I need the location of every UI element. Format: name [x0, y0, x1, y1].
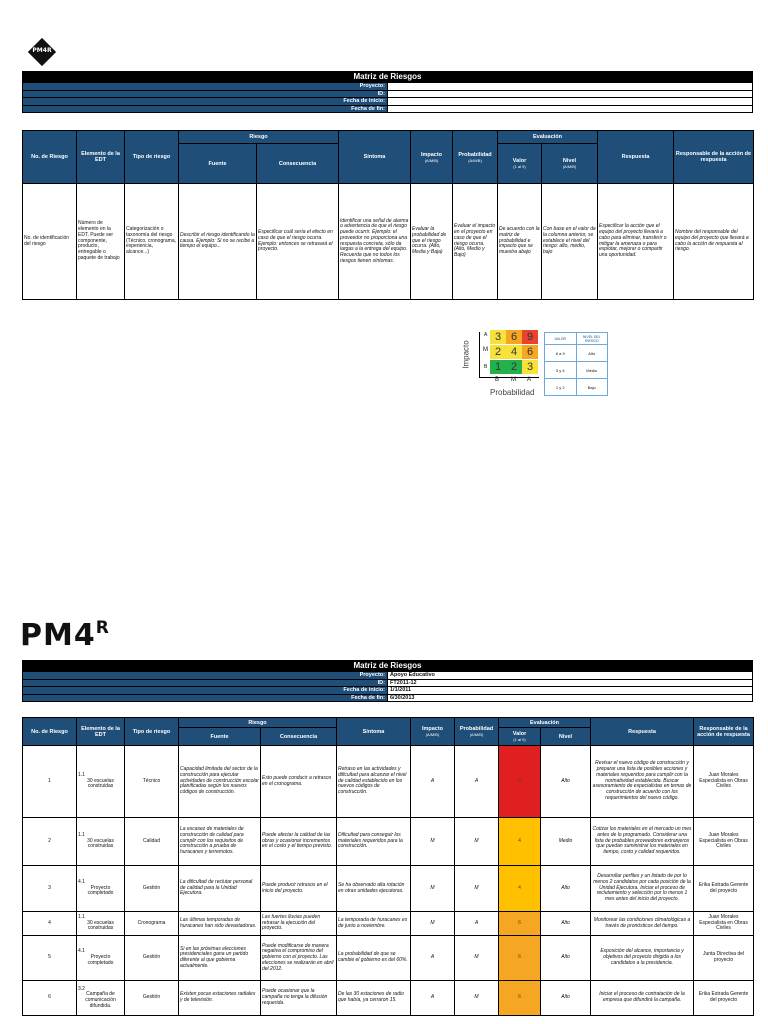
cell-tipo: Técnico — [125, 746, 179, 818]
cell-elemento — [77, 746, 125, 818]
cell-elemento-num: 1.1 — [78, 913, 85, 920]
header-riesgo: Riesgo — [179, 718, 337, 728]
field-value[interactable] — [388, 90, 753, 98]
matrix-x-label: A — [527, 377, 532, 383]
cell-nivel: Alto — [541, 981, 591, 1016]
matrix-y-label: B — [484, 364, 488, 370]
cell-no: 1 — [23, 746, 77, 818]
table-row — [23, 866, 754, 912]
header-nivel: Nivel (A/M/B) — [542, 144, 598, 184]
header-impacto: Impacto (A/M/B) — [411, 131, 453, 184]
header-no: No. de Riesgo — [23, 718, 77, 746]
cell-tipo: Cronograma — [125, 912, 179, 936]
matrix-y-title: Impacto — [461, 340, 471, 369]
pm4r-logo-small: PM4R — [28, 38, 56, 66]
table-row — [23, 912, 754, 936]
legend-nivel: Bajo — [576, 379, 608, 396]
legend-nivel: Alto — [576, 345, 608, 362]
header-evaluacion: Evaluación — [498, 131, 598, 144]
cell-no: No. de identificación del riesgo — [23, 184, 77, 300]
cell-elemento-num: 1.1 — [78, 831, 85, 838]
cell-consecuencia: Puede producir retrasos en el inicio del proyecto. — [261, 866, 337, 912]
cell-impacto: M — [411, 912, 455, 936]
matrix-cell: 3 — [490, 330, 506, 344]
cell-consecuencia: Puede ocasionar que la campaña no tenga la difusión requerida. — [261, 981, 337, 1016]
example-header-table — [22, 660, 753, 702]
cell-fuente: Capacidad limitada del sector de la construcción para ejecutar actividades de construcción escolar planificadas según los nuevos códigos de construcción. — [179, 746, 261, 818]
header-sintoma: Síntoma — [337, 718, 411, 746]
legend-nivel: Medio — [576, 362, 608, 379]
cell-valor: 6 — [499, 981, 541, 1016]
header-elemento: Elemento de la EDT — [77, 718, 125, 746]
cell-valor: 6 — [499, 936, 541, 981]
cell-no: 4 — [23, 912, 77, 936]
cell-respuesta: Revisar el nuevo código de construcción y preparar una lista de posibles acciones y materiales requeridos para cumplir con la normatividad establecida. Buscar asesoramiento de especialistas en temas de construcción de acuerdo con los requerimientos del nuevo código. — [591, 746, 694, 818]
cell-respuesta: Especificar la acción que el equipo del proyecto llevará a cabo para eliminar, transferir o mitigar la amenaza o para explotar, mejorar o compartir una oportunidad. — [598, 184, 674, 300]
cell-responsable: Erika Estrada Gerente del proyecto — [694, 866, 754, 912]
cell-no: 2 — [23, 818, 77, 866]
example-title: Matriz de Riesgos — [23, 661, 753, 672]
header-impacto: Impacto (A/M/B) — [411, 718, 455, 746]
pm4r-logo: $PM4^R$ — [20, 618, 110, 653]
header-tipo: Tipo de riesgo — [125, 131, 179, 184]
cell-responsable: Erika Estrada Gerente del proyecto — [694, 981, 754, 1016]
matrix-y-arrow — [479, 332, 480, 378]
cell-responsable: Juan Morales Especialista en Obras Civiles — [694, 818, 754, 866]
cell-elemento-text: 30 escuelas construidas — [87, 919, 114, 932]
cell-elemento: Número de elemento en la EDT. Puede ser componente, producto, entregable o paquete de trabajo — [77, 184, 125, 300]
cell-consecuencia: Esto puede conducir a retrasos en el cronograma. — [261, 746, 337, 818]
header-consecuencia: Consecuencia — [257, 144, 339, 184]
cell-elemento — [77, 818, 125, 866]
template-header-table — [22, 71, 753, 113]
cell-fuente: Las últimas temporadas de huracanes han sido devastadoras. — [179, 912, 261, 936]
matrix-cell: 6 — [522, 345, 538, 359]
cell-sintoma: Identificar una señal de alarma o advertencia de que el riesgo puede ocurrir. Ejemplo: el proveedor no proporciona una respuesta concreta, sólo da largas a la entrega del equipo. Recuerda que no todos los riesgos tienen síntomas. — [339, 184, 411, 300]
cell-fuente: Si en las próximas elecciones presidenciales gana un partido diferente al que gobierna actualmente. — [179, 936, 261, 981]
table-row — [23, 981, 754, 1016]
legend-valor: 6 a 9 — [545, 345, 577, 362]
matrix-x-title: Probabilidad — [490, 388, 535, 397]
legend-header-nivel: NIVEL DEL RIESGO — [576, 333, 608, 345]
cell-responsable: Junta Directiva del proyecto — [694, 936, 754, 981]
field-value[interactable] — [388, 83, 753, 91]
cell-fuente: Existen pocas estaciones radiales y de televisión. — [179, 981, 261, 1016]
field-value[interactable]: Apoyo Educativo — [388, 672, 753, 680]
cell-tipo: Gestión — [125, 936, 179, 981]
template-title: Matriz de Riesgos — [23, 72, 753, 83]
cell-nivel: Alto — [541, 936, 591, 981]
example-risk-table — [22, 717, 754, 1016]
header-no: No. de Riesgo — [23, 131, 77, 184]
matrix-cell: 2 — [506, 360, 522, 374]
field-label: Fecha de fin: — [23, 105, 388, 113]
header-valor: Valor (1 al 9) — [498, 144, 542, 184]
legend-valor: 3 y 4 — [545, 362, 577, 379]
field-label: Fecha de inicio: — [23, 98, 388, 106]
header-nivel: Nivel — [541, 728, 591, 746]
cell-sintoma: Dificultad para conseguir los materiales requeridos para la construcción. — [337, 818, 411, 866]
cell-probabilidad: M — [455, 981, 499, 1016]
field-value[interactable]: FT2011-12 — [388, 679, 753, 687]
field-value[interactable]: 1/1/2011 — [388, 687, 753, 695]
matrix-x-label: M — [511, 377, 516, 383]
cell-nivel: Alto — [541, 912, 591, 936]
cell-sintoma: La temporada de huracanes es de junio a noviembre. — [337, 912, 411, 936]
risk-level-legend — [544, 332, 608, 396]
cell-respuesta: Desarrollar perfiles y un listado de por lo menos 2 candidatos por cada posición de la Unidad Ejecutora. Iniciar el proceso de reclutamiento y selección por lo menos 1 mes antes del inicio del proyecto. — [591, 866, 694, 912]
header-valor: Valor (1 al 9) — [499, 728, 541, 746]
header-riesgo: Riesgo — [179, 131, 339, 144]
cell-nivel: Medio — [541, 818, 591, 866]
cell-tipo: Calidad — [125, 818, 179, 866]
field-value[interactable] — [388, 98, 753, 106]
cell-valor: 4 — [499, 818, 541, 866]
header-probabilidad: Probabilidad (A/M/B) — [453, 131, 498, 184]
cell-respuesta: Iniciar el proceso de contratación de la empresa que difundirá la campaña. — [591, 981, 694, 1016]
header-fuente: Fuente — [179, 728, 261, 746]
cell-responsable: Nombre del responsable del equipo del proyecto que llevará a cabo la acción de respuesta al riesgo. — [674, 184, 754, 300]
matrix-cell: 9 — [522, 330, 538, 344]
cell-valor: De acuerdo con la matriz de probabilidad e impacto que se muestra abajo — [498, 184, 542, 300]
cell-probabilidad: A — [455, 912, 499, 936]
matrix-cell: 1 — [490, 360, 506, 374]
cell-consecuencia: Especificar cuál sería el efecto en caso de que el riesgo ocurra. Ejemplo: entonces se retrasará el proyecto. — [257, 184, 339, 300]
cell-respuesta: Exposición del alcance, importancia y objetivos del proyecto dirigida a los candidatos a la presidencia. — [591, 936, 694, 981]
matrix-cell: 6 — [506, 330, 522, 344]
header-consecuencia: Consecuencia — [261, 728, 337, 746]
cell-no: 6 — [23, 981, 77, 1016]
field-label: Proyecto: — [23, 672, 388, 680]
field-label: ID: — [23, 90, 388, 98]
cell-sintoma: Retraso en las actividades y dificultad para alcanzar el nivel de calidad establecido en los nuevos códigos de construcción. — [337, 746, 411, 818]
header-elemento: Elemento de la EDT — [77, 131, 125, 184]
field-label: ID: — [23, 679, 388, 687]
header-probabilidad: Probabilidad (A/M/B) — [455, 718, 499, 746]
cell-sintoma: De las 30 estaciones de radio que había, ya cerraron 15. — [337, 981, 411, 1016]
cell-impacto: A — [411, 981, 455, 1016]
example-rows — [23, 746, 754, 1016]
cell-elemento-text: 30 escuelas construidas — [87, 777, 114, 790]
matrix-cell: 3 — [522, 360, 538, 374]
cell-tipo: Categorización o taxonomía del riesgo (Técnico, cronograma, experiencia, alcance...) — [125, 184, 179, 300]
cell-respuesta: Cotizar los materiales en el mercado un mes antes de lo programado. Considerar una lista de probables proveedores extranjeros que puedan suministrar los materiales en tiempo, costo y calidad requeridos. — [591, 818, 694, 866]
cell-valor: 4 — [499, 866, 541, 912]
cell-sintoma: Se ha observado alta rotación en otras unidades ejecutoras. — [337, 866, 411, 912]
cell-impacto: M — [411, 818, 455, 866]
cell-impacto: A — [411, 746, 455, 818]
cell-elemento-num: 3.2 — [78, 985, 85, 992]
cell-no: 3 — [23, 866, 77, 912]
cell-probabilidad: A — [455, 746, 499, 818]
cell-tipo: Gestión — [125, 981, 179, 1016]
cell-elemento — [77, 912, 125, 936]
cell-elemento — [77, 866, 125, 912]
template-risk-table — [22, 130, 754, 300]
cell-probabilidad: M — [455, 936, 499, 981]
field-label: Proyecto: — [23, 83, 388, 91]
cell-elemento-text: Campaña de comunicación difundida. — [85, 991, 116, 1009]
cell-fuente: La dificultad de reclutar personal de calidad para la Unidad Ejecutora. — [179, 866, 261, 912]
header-evaluacion: Evaluación — [499, 718, 591, 728]
header-sintoma: Síntoma — [339, 131, 411, 184]
cell-impacto: Evaluar la probabilidad de que el riesgo ocurra. (Alto, Media y Baja) — [411, 184, 453, 300]
field-label: Fecha de fin: — [23, 694, 388, 702]
field-value[interactable]: 6/30/2013 — [388, 694, 753, 702]
cell-probabilidad: M — [455, 818, 499, 866]
cell-nivel: Con base en el valor de la columna anterior, se establece el nivel del riesgo: alto, medio, bajo — [542, 184, 598, 300]
header-respuesta: Respuesta — [591, 718, 694, 746]
header-respuesta: Respuesta — [598, 131, 674, 184]
field-label: Fecha de inicio: — [23, 687, 388, 695]
cell-elemento-text: 30 escuelas construidas — [87, 837, 114, 850]
cell-elemento-num: 4.1 — [78, 878, 85, 885]
cell-fuente: La escasez de materiales de construcción de calidad para cumplir con los requisitos de construcción a prueba de huracanes y terremotos. — [179, 818, 261, 866]
cell-tipo: Gestión — [125, 866, 179, 912]
cell-consecuencia: Puede modificarse de manera negativa el compromiso del gobierno con el proyecto. Las elecciones se realizarán en abril del 2012. — [261, 936, 337, 981]
cell-elemento-num: 4.1 — [78, 948, 85, 955]
cell-impacto: M — [411, 866, 455, 912]
field-value[interactable] — [388, 105, 753, 113]
cell-respuesta: Monitorear las condiciones climatológicas a través de pronósticos del tiempo. — [591, 912, 694, 936]
cell-nivel: Alto — [541, 746, 591, 818]
cell-fuente: Describir el riesgo identificando la causa. Ejemplo: Si no se recibe a tiempo el equipo... — [179, 184, 257, 300]
table-row — [23, 818, 754, 866]
cell-probabilidad: M — [455, 866, 499, 912]
header-fuente: Fuente — [179, 144, 257, 184]
table-row — [23, 936, 754, 981]
matrix-x-label: B — [495, 377, 500, 383]
matrix-y-label: M — [483, 347, 488, 353]
cell-valor: 9 — [499, 746, 541, 818]
cell-sintoma: La probabilidad de que se cambie el gobierno es del 60%. — [337, 936, 411, 981]
cell-elemento — [77, 936, 125, 981]
cell-elemento-text: Proyecto completado — [87, 954, 114, 966]
cell-elemento — [77, 981, 125, 1016]
cell-valor: 6 — [499, 912, 541, 936]
cell-responsable: Juan Morales Especialista en Obras Civiles — [694, 912, 754, 936]
matrix-y-label: A — [484, 332, 488, 338]
table-row — [23, 746, 754, 818]
cell-no: 5 — [23, 936, 77, 981]
cell-consecuencia: Las fuertes lluvias pueden retrasar la ejecución del proyecto. — [261, 912, 337, 936]
legend-valor: 1 y 2 — [545, 379, 577, 396]
cell-consecuencia: Puede afectar la calidad de las obras y ocasionar incrementos en el costo y el tiempo previsto. — [261, 818, 337, 866]
header-responsable: Responsable de la acción de respuesta — [694, 718, 754, 746]
legend-header-valor: VALOR — [545, 333, 577, 345]
cell-impacto: A — [411, 936, 455, 981]
cell-responsable: Juan Morales Especialista en Obras Civiles — [694, 746, 754, 818]
cell-elemento-text: Proyecto completado — [87, 884, 114, 897]
cell-probabilidad: Evaluar el impacto en el proyecto en caso de que el riesgo ocurra. (Alto, Medio y Bajo) — [453, 184, 498, 300]
matrix-cell: 2 — [490, 345, 506, 359]
example-row — [23, 184, 754, 300]
matrix-cell: 4 — [506, 345, 522, 359]
cell-nivel: Alto — [541, 866, 591, 912]
cell-elemento-num: 1.1 — [78, 771, 85, 778]
header-responsable: Responsable de la acción de respuesta — [674, 131, 754, 184]
header-tipo: Tipo de riesgo — [125, 718, 179, 746]
